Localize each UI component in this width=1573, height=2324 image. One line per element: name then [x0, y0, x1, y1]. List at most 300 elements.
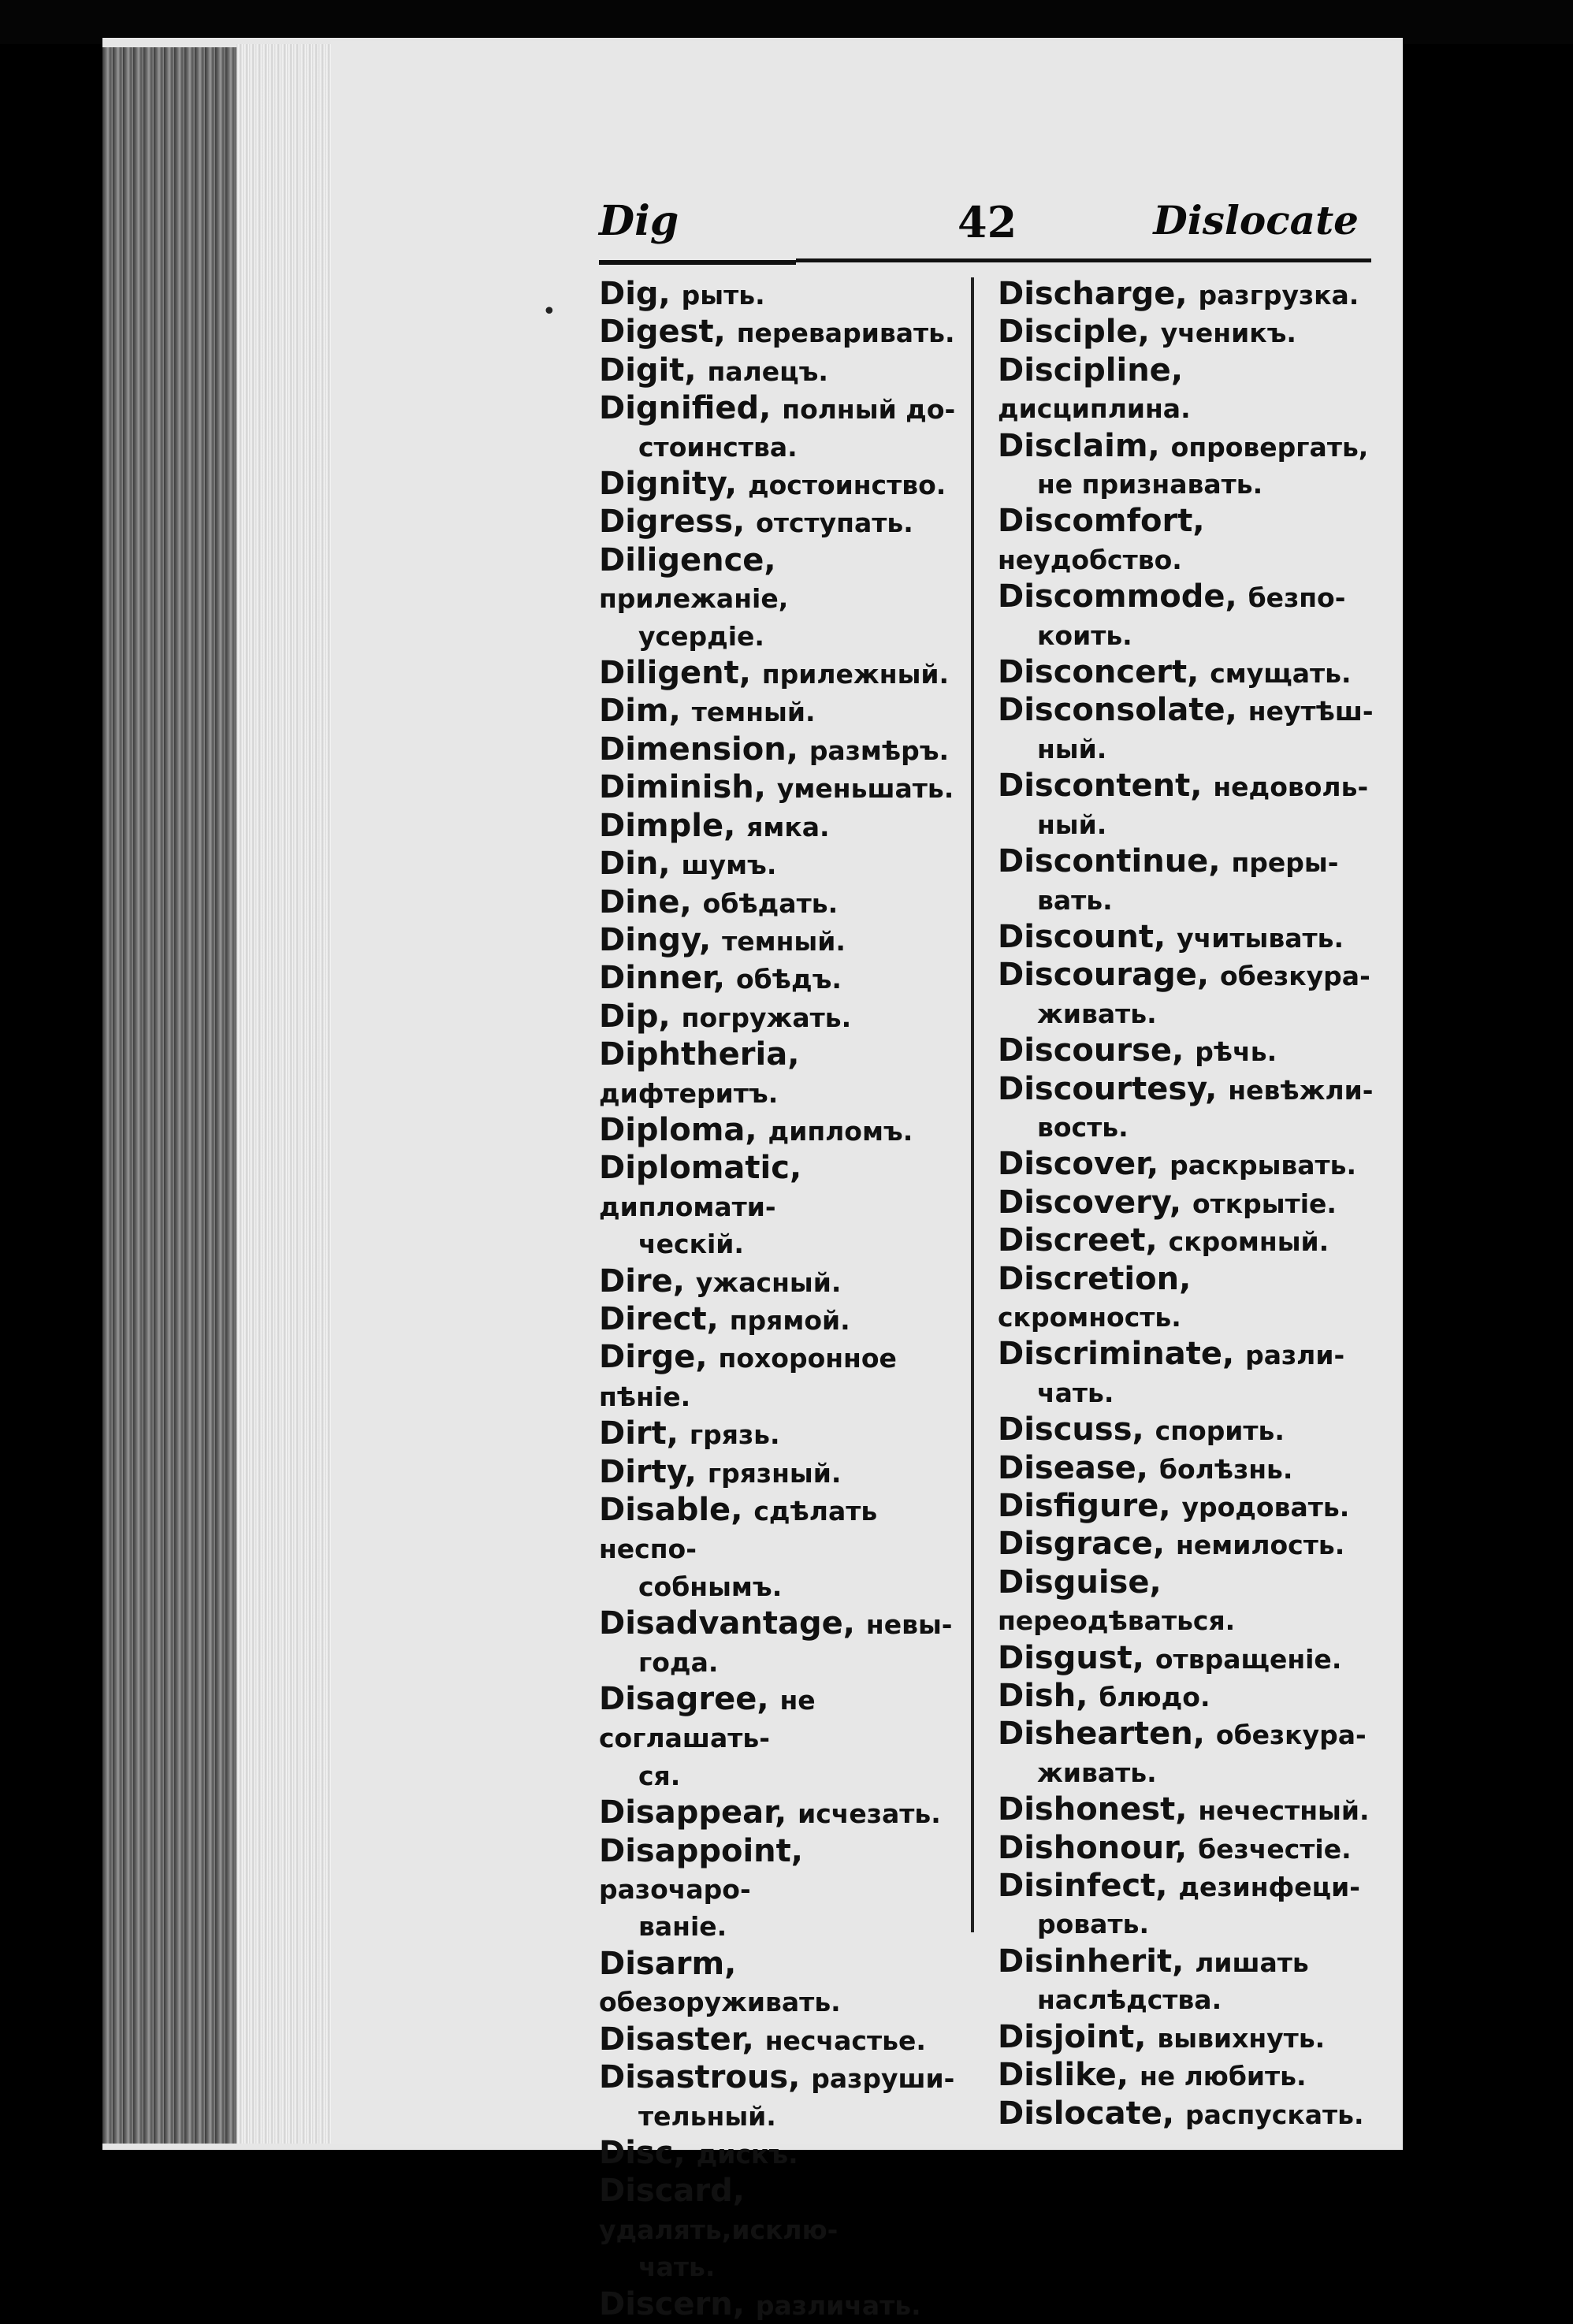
definition: разгрузка.: [1198, 280, 1359, 310]
headword: Discretion: [998, 1260, 1180, 1297]
dictionary-entry: [998, 1222, 1384, 1260]
headword: Discourse: [998, 1032, 1173, 1069]
dictionary-entry: [599, 2173, 961, 2285]
definition: невы-: [865, 1609, 953, 1641]
dictionary-entry: [599, 808, 961, 846]
headword: Dirt: [599, 1415, 667, 1452]
separator: ,: [1147, 427, 1171, 464]
headword: Digit: [599, 351, 685, 389]
dictionary-entry: [998, 1146, 1384, 1184]
separator: ,: [1174, 1829, 1199, 1866]
definition: невѣжли-: [1228, 1074, 1374, 1106]
dictionary-entry: [599, 1794, 961, 1832]
separator: ,: [684, 1453, 708, 1490]
separator: ,: [790, 1832, 803, 1869]
definition: темный.: [691, 697, 816, 728]
definition: сдѣлать неспо-: [599, 1496, 878, 1565]
headword: Discern: [599, 2285, 733, 2322]
headword: Discount: [998, 918, 1154, 955]
dictionary-entry: [998, 654, 1384, 692]
headword: Discourtesy: [998, 1070, 1206, 1107]
separator: ,: [745, 1111, 768, 1148]
separator: ,: [842, 1605, 866, 1642]
definition: дипломъ.: [768, 1115, 913, 1147]
definition: раскрывать.: [1170, 1150, 1357, 1181]
definition: блюдо.: [1099, 1682, 1210, 1713]
definition: немилость.: [1176, 1530, 1345, 1561]
headword: Discreet: [998, 1222, 1146, 1259]
dictionary-entry: [599, 693, 961, 731]
separator: ,: [723, 807, 747, 844]
separator: ,: [1116, 2057, 1140, 2094]
definition-continuation: ваніе.: [638, 1911, 727, 1943]
separator: ,: [679, 883, 703, 920]
definition: скромность.: [998, 1301, 1181, 1333]
definition: неутѣш-: [1248, 696, 1374, 727]
dictionary-entry: [998, 1564, 1384, 1640]
header-rule-left: [599, 260, 796, 265]
definition-continuation: вость.: [1037, 1111, 1129, 1143]
definition: размѣръ.: [809, 734, 950, 766]
separator: ,: [759, 390, 783, 427]
definition: рѣчь.: [1195, 1036, 1277, 1068]
headword: Diligent: [599, 655, 739, 692]
dictionary-entry: [998, 1716, 1384, 1791]
headword: Digress: [599, 504, 734, 541]
dictionary-entry: [998, 1678, 1384, 1716]
definition: достоинство.: [747, 470, 946, 501]
dictionary-entry: [599, 1036, 961, 1112]
headword: Dislike: [998, 2057, 1117, 2094]
headword: Disguise: [998, 1564, 1150, 1601]
dictionary-entry: [599, 1150, 961, 1262]
dictionary-entry: [599, 655, 961, 693]
dictionary-entry: [599, 1946, 961, 2021]
separator: ,: [1162, 2095, 1185, 2132]
dictionary-entry: [998, 1411, 1384, 1449]
dictionary-entry: [998, 1184, 1384, 1222]
dictionary-entry: [599, 1339, 961, 1415]
separator: ,: [1134, 2018, 1158, 2055]
dictionary-entry: [599, 884, 961, 922]
headword: Diploma: [599, 1111, 746, 1148]
margin-dot: •: [542, 298, 556, 325]
definition-continuation: усердіе.: [638, 620, 764, 652]
right-column: [998, 276, 1384, 2133]
headword: Disjoint: [998, 2018, 1135, 2055]
definition-continuation: ческій.: [638, 1229, 744, 1260]
separator: ,: [658, 276, 682, 312]
dictionary-entry: [998, 2019, 1384, 2057]
separator: ,: [732, 2173, 745, 2210]
definition: исчезать.: [798, 1798, 941, 1830]
dictionary-entry: [599, 2021, 961, 2059]
left-column: [599, 276, 961, 2324]
headword: Diphtheria: [599, 1036, 788, 1073]
definition: смущать.: [1210, 658, 1352, 690]
definition-continuation: живать.: [1037, 998, 1157, 1029]
dictionary-entry: [998, 352, 1384, 428]
dictionary-entry: [998, 314, 1384, 351]
separator: ,: [699, 921, 723, 958]
headword: Discommode: [998, 578, 1225, 615]
headword: Discover: [998, 1146, 1147, 1183]
definition: дисциплина.: [998, 393, 1191, 425]
separator: ,: [1205, 1070, 1229, 1107]
definition: ужасный.: [695, 1266, 842, 1298]
separator: ,: [1170, 351, 1184, 389]
dictionary-entry: [998, 919, 1384, 957]
dictionary-entry: [998, 1336, 1384, 1411]
headword: Dingy: [599, 921, 699, 958]
definition-continuation: наслѣдства.: [1037, 1984, 1222, 2016]
headword: Dishearten: [998, 1716, 1193, 1753]
definition: неудобство.: [998, 544, 1182, 575]
separator: ,: [1190, 768, 1214, 805]
headword: Disfigure: [998, 1488, 1159, 1524]
dictionary-entry: [998, 1943, 1384, 2019]
definition-continuation: ный.: [1037, 809, 1107, 840]
column-divider: [971, 277, 974, 1932]
headword: Din: [599, 846, 659, 883]
header-rule-right: [796, 258, 1371, 262]
definition: не соглашать-: [599, 1685, 816, 1754]
headword: Disinherit: [998, 1943, 1173, 1980]
definition: рыть.: [681, 280, 765, 310]
dictionary-entry: [599, 1681, 961, 1794]
headword: Dirge: [599, 1339, 696, 1376]
definition: ямка.: [746, 811, 830, 842]
separator: ,: [733, 504, 757, 541]
definition: болѣзнь.: [1158, 1453, 1293, 1485]
dictionary-entry: [599, 1301, 961, 1339]
definition: безпо-: [1248, 582, 1346, 614]
definition: обезкура-: [1215, 1720, 1367, 1751]
headword: Discuss: [998, 1411, 1132, 1448]
separator: ,: [789, 1150, 802, 1187]
definition: дискъ.: [696, 2138, 798, 2170]
dictionary-entry: [599, 314, 961, 351]
separator: ,: [742, 2021, 765, 2058]
separator: ,: [724, 466, 748, 503]
dictionary-entry: [998, 503, 1384, 578]
dictionary-entry: [599, 352, 961, 390]
definition: скромный.: [1168, 1226, 1329, 1258]
separator: ,: [732, 2285, 756, 2322]
separator: ,: [757, 1681, 780, 1718]
dictionary-entry: [599, 1492, 961, 1605]
definition: грязь.: [689, 1419, 780, 1451]
dictionary-entry: [599, 276, 961, 314]
headword: Dimple: [599, 807, 724, 844]
dictionary-entry: [599, 769, 961, 807]
definition: открытіе.: [1192, 1188, 1337, 1219]
separator: ,: [787, 1036, 800, 1073]
definition: обезкура-: [1220, 961, 1370, 992]
definition: разруши-: [811, 2063, 955, 2095]
definition: несчастье.: [764, 2025, 926, 2056]
dictionary-entry: [998, 428, 1384, 504]
separator: ,: [1208, 843, 1232, 880]
separator: ,: [1146, 1146, 1170, 1183]
definition-continuation: стоинства.: [638, 431, 798, 463]
separator: ,: [1169, 1184, 1192, 1221]
separator: ,: [1192, 503, 1205, 540]
definition: переодѣваться.: [998, 1605, 1236, 1637]
separator: ,: [666, 1415, 690, 1452]
dictionary-entry: [998, 1450, 1384, 1488]
definition: преры-: [1231, 847, 1339, 879]
headword: Dig: [599, 276, 659, 312]
headword: Dislocate: [998, 2095, 1162, 2132]
dictionary-entry: [599, 2135, 961, 2173]
separator: ,: [731, 1492, 754, 1528]
headword: Disgrace: [998, 1526, 1153, 1563]
separator: ,: [1154, 918, 1177, 955]
page-number: 42: [958, 197, 1017, 247]
headword: Dip: [599, 998, 659, 1035]
dictionary-entry: [599, 1415, 961, 1453]
definition: полный до-: [782, 394, 956, 426]
definition: прилежный.: [761, 659, 950, 690]
separator: ,: [1222, 1336, 1246, 1373]
definition: удалять,исклю-: [599, 2214, 839, 2245]
headword: Diplomatic: [599, 1150, 790, 1187]
dictionary-entry: [599, 846, 961, 883]
page-stack-edge: [236, 44, 339, 2144]
definition: дифтеритъ.: [599, 1077, 779, 1109]
separator: ,: [1172, 1943, 1196, 1980]
separator: ,: [695, 1339, 719, 1376]
headword: Disgust: [998, 1639, 1132, 1676]
definition: уменьшать.: [776, 773, 954, 805]
definition: не любить.: [1139, 2061, 1307, 2092]
separator: ,: [1175, 1791, 1199, 1828]
dictionary-entry: [599, 390, 961, 466]
separator: ,: [1192, 1716, 1216, 1753]
headword: Digest: [599, 314, 714, 351]
headword: Dimension: [599, 731, 786, 768]
definition: безчестіе.: [1198, 1833, 1352, 1865]
definition-continuation: чать.: [638, 2251, 716, 2283]
dictionary-entry: [599, 998, 961, 1036]
dictionary-entry: [998, 1830, 1384, 1868]
definition-continuation: года.: [638, 1646, 719, 1678]
dictionary-entry: [998, 1488, 1384, 1526]
headword: Dishonour: [998, 1829, 1175, 1866]
separator: ,: [1145, 1222, 1169, 1259]
separator: ,: [1158, 1488, 1182, 1524]
separator: ,: [753, 769, 777, 806]
headword: Discriminate: [998, 1336, 1222, 1373]
definition: ученикъ.: [1160, 318, 1296, 349]
dictionary-entry: [599, 1605, 961, 1681]
dictionary-entry: [599, 2286, 961, 2324]
separator: ,: [1132, 1639, 1155, 1676]
dictionary-entry: [998, 843, 1384, 919]
dictionary-entry: [599, 922, 961, 960]
separator: ,: [706, 1300, 730, 1337]
headword: Disastrous: [599, 2059, 789, 2096]
definition-continuation: коить.: [1037, 619, 1132, 651]
right-guide-word: Dislocate: [1153, 197, 1359, 244]
dictionary-entry: [599, 1833, 961, 1946]
dictionary-entry: [998, 1868, 1384, 1943]
separator: ,: [1149, 1564, 1162, 1601]
dictionary-entry: [998, 2095, 1384, 2133]
headword: Disconsolate: [998, 692, 1225, 729]
separator: ,: [786, 731, 809, 768]
headword: Disinfect: [998, 1868, 1156, 1905]
headword: Discontent: [998, 768, 1191, 805]
separator: ,: [1187, 654, 1210, 691]
headword: Direct: [599, 1300, 707, 1337]
separator: ,: [1155, 1868, 1179, 1905]
definition: различать.: [755, 2289, 921, 2321]
dictionary-entry: [998, 1032, 1384, 1070]
headword: Discovery: [998, 1184, 1170, 1221]
left-guide-word: Dig: [599, 197, 679, 245]
definition: учитывать.: [1177, 922, 1344, 954]
definition: отступать.: [756, 508, 913, 539]
headword: Diminish: [599, 769, 754, 806]
headword: Disclaim: [998, 427, 1148, 464]
dictionary-entry: [998, 2057, 1384, 2095]
separator: ,: [774, 1794, 798, 1831]
dictionary-entry: [998, 768, 1384, 843]
definition: недоволь-: [1213, 772, 1369, 803]
dictionary-entry: [998, 692, 1384, 768]
definition: распускать.: [1185, 2099, 1364, 2130]
headword: Discontinue: [998, 843, 1209, 880]
separator: ,: [1132, 1411, 1155, 1448]
definition-continuation: вать.: [1037, 884, 1113, 916]
separator: ,: [738, 655, 762, 692]
headword: Disconcert: [998, 654, 1188, 691]
definition: темный.: [722, 925, 846, 957]
dictionary-entry: [599, 1263, 961, 1301]
dictionary-entry: [599, 731, 961, 769]
definition: обезоруживать.: [599, 1987, 841, 2018]
definition: лишать: [1195, 1947, 1309, 1978]
definition: дипломати-: [599, 1191, 776, 1222]
dictionary-entry: [998, 1526, 1384, 1564]
separator: ,: [1175, 276, 1199, 312]
headword: Dignified: [599, 390, 760, 427]
separator: ,: [1136, 1449, 1159, 1486]
separator: ,: [1196, 957, 1220, 994]
dictionary-entry: [599, 466, 961, 504]
definition-continuation: ный.: [1037, 733, 1107, 764]
headword: Disappoint: [599, 1832, 791, 1869]
headword: Dire: [599, 1262, 673, 1300]
headword: Dignity: [599, 466, 725, 503]
dictionary-entry: [599, 504, 961, 541]
definition: уродовать.: [1181, 1492, 1350, 1523]
headword: Disagree: [599, 1681, 757, 1718]
separator: ,: [724, 1945, 737, 1982]
definition: разочаро-: [599, 1874, 751, 1906]
separator: ,: [712, 960, 736, 997]
headword: Disable: [599, 1492, 731, 1528]
headword: Disarm: [599, 1945, 725, 1982]
definition: опровергать,: [1170, 431, 1369, 463]
headword: Discard: [599, 2173, 733, 2210]
separator: ,: [684, 351, 708, 389]
dictionary-entry: [998, 1261, 1384, 1337]
separator: ,: [1179, 1260, 1192, 1297]
headword: Dim: [599, 693, 669, 730]
dictionary-entry: [599, 960, 961, 998]
definition: прилежаніе,: [599, 583, 789, 615]
definition: грязный.: [707, 1457, 842, 1489]
definition: шумъ.: [681, 850, 777, 881]
headword: Disease: [998, 1449, 1136, 1486]
separator: ,: [1225, 578, 1248, 615]
headword: Dirty: [599, 1453, 685, 1490]
dictionary-entry: [998, 957, 1384, 1032]
separator: ,: [658, 846, 682, 883]
dictionary-entry: [599, 2059, 961, 2135]
definition: палецъ.: [707, 355, 828, 387]
definition-continuation: ся.: [638, 1760, 681, 1791]
separator: ,: [658, 998, 682, 1035]
dictionary-entry: [599, 1454, 961, 1492]
dictionary-entry: [998, 276, 1384, 314]
separator: ,: [672, 1262, 696, 1300]
definition: обѣдать.: [702, 887, 839, 919]
separator: ,: [1137, 314, 1161, 351]
separator: ,: [1225, 692, 1248, 729]
separator: ,: [713, 314, 737, 351]
definition: спорить.: [1155, 1415, 1285, 1447]
definition-continuation: чать.: [1037, 1377, 1114, 1408]
headword: Diligence: [599, 541, 764, 578]
definition: прямой.: [729, 1304, 850, 1336]
definition: переваривать.: [736, 318, 955, 349]
definition-continuation: ровать.: [1037, 1909, 1149, 1940]
headword: Discomfort: [998, 503, 1193, 540]
definition-continuation: живать.: [1037, 1757, 1157, 1788]
separator: ,: [673, 2134, 697, 2171]
dictionary-entry: [599, 542, 961, 655]
definition: похоронное пѣніе.: [599, 1343, 897, 1412]
definition: дезинфеци-: [1178, 1872, 1360, 1903]
dictionary-entry: [599, 1112, 961, 1150]
definition: погружать.: [681, 1002, 852, 1033]
headword: Discharge: [998, 276, 1176, 312]
definition: нечестный.: [1198, 1795, 1370, 1827]
headword: Dinner: [599, 960, 713, 997]
definition: вывихнуть.: [1157, 2022, 1326, 2054]
definition-continuation: тельный.: [638, 2100, 776, 2132]
headword: Disadvantage: [599, 1605, 843, 1642]
separator: ,: [788, 2059, 812, 2096]
definition: обѣдъ.: [735, 964, 842, 995]
definition: отвращеніе.: [1155, 1643, 1342, 1675]
definition: разли-: [1245, 1340, 1345, 1371]
headword: Dishonest: [998, 1791, 1176, 1828]
headword: Disappear: [599, 1794, 775, 1831]
headword: Disc: [599, 2134, 674, 2171]
headword: Discipline: [998, 351, 1171, 389]
separator: ,: [668, 693, 692, 730]
headword: Dine: [599, 883, 680, 920]
dictionary-entry: [998, 1071, 1384, 1147]
running-head: [0, 197, 1573, 268]
definition-continuation: собнымъ.: [638, 1571, 783, 1602]
separator: ,: [1152, 1526, 1177, 1563]
